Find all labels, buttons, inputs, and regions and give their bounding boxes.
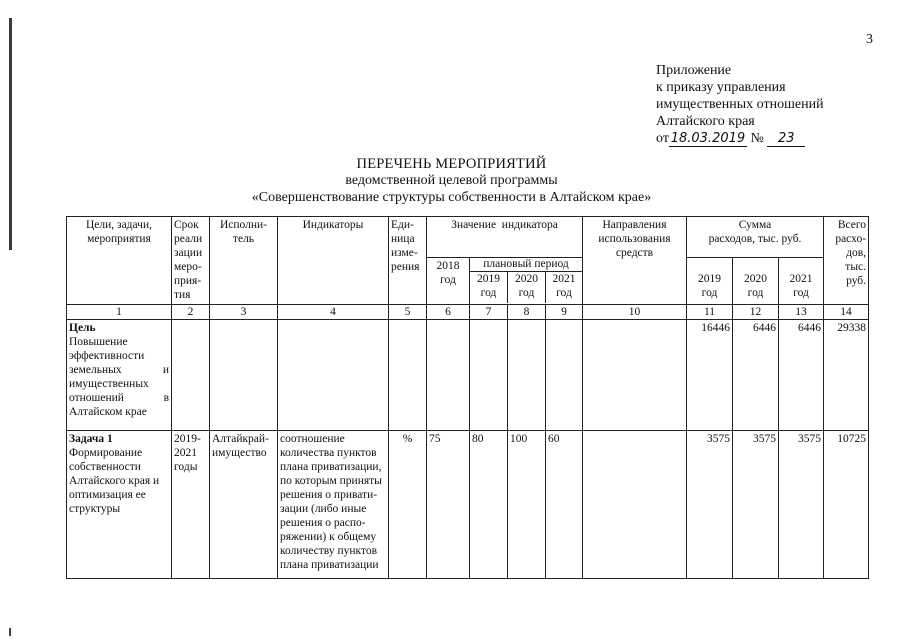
goal-text-line: имущественных	[69, 378, 149, 390]
empty-cell	[583, 320, 687, 431]
column-number: 6	[427, 305, 470, 320]
column-number: 3	[210, 305, 278, 320]
column-number: 11	[687, 305, 733, 320]
sum-2019-header: 2019 год	[687, 258, 733, 305]
col-term-header: Срок реали зации меро- прия- тия	[172, 217, 210, 305]
scan-edge-tick	[9, 628, 11, 636]
document-title: ПЕРЕЧЕНЬ МЕРОПРИЯТИЙ	[356, 156, 547, 172]
appendix-line-1: Приложение	[656, 63, 732, 78]
task-row	[67, 431, 869, 579]
goal-word: отношений	[69, 392, 124, 404]
task-term: 2019- 2021 годы	[172, 431, 210, 579]
goal-sum-2021: 6446	[779, 320, 824, 431]
appendix-block	[656, 62, 824, 147]
column-number: 14	[824, 305, 869, 320]
empty-cell	[278, 320, 389, 431]
sum-2020-header: 2020 год	[733, 258, 779, 305]
empty-cell	[172, 320, 210, 431]
task-value-2019: 80	[470, 431, 508, 579]
goal-word: в	[163, 392, 169, 404]
sum-header: Сумма расходов, тыс. руб.	[687, 217, 824, 258]
col-goals-header: Цели, задачи, мероприятия	[67, 217, 172, 305]
task-directions	[583, 431, 687, 579]
goal-row	[67, 320, 869, 431]
handwritten-number: 23	[767, 132, 805, 147]
task-sum-2021: 3575	[779, 431, 824, 579]
activities-table	[66, 216, 869, 579]
task-value-2021: 60	[546, 431, 583, 579]
task-indicator: соотношение количества пунктов плана приватизации, по которым приняты решения о привати- зации (либо иные решения о распо- ряжении) к общему количеству пунктов плана приватизации	[278, 431, 389, 579]
column-numbers-row	[67, 305, 869, 320]
col-total-header: Всего расхо- дов, тыс. руб.	[824, 217, 869, 305]
goal-label: Цель	[69, 322, 96, 334]
column-number: 2	[172, 305, 210, 320]
task-unit: %	[389, 431, 427, 579]
column-number: 7	[470, 305, 508, 320]
column-number: 12	[733, 305, 779, 320]
task-text: Формирование собственности Алтайского края и оптимизация ее структуры	[69, 447, 160, 515]
empty-cell	[210, 320, 278, 431]
goal-sum-2020: 6446	[733, 320, 779, 431]
program-name: «Совершенствование структуры собственности в Алтайском крае»	[251, 190, 652, 205]
appendix-line-4: Алтайского края	[656, 114, 755, 129]
goal-text: Повышение эффективности	[69, 336, 145, 362]
indicator-value-header: Значение индикатора	[427, 217, 583, 258]
appendix-line-3: имущественных отношений	[656, 97, 824, 112]
header-row-1	[67, 217, 869, 258]
empty-cell	[427, 320, 470, 431]
column-number: 10	[583, 305, 687, 320]
page-number: 3	[866, 32, 873, 47]
appendix-line-2: к приказу управления	[656, 80, 786, 95]
goal-word: и	[162, 364, 169, 376]
goal-word: земельных	[69, 364, 122, 376]
column-number: 5	[389, 305, 427, 320]
goal-text-line	[69, 391, 169, 405]
goal-text-line	[69, 363, 169, 377]
empty-cell	[470, 320, 508, 431]
goal-text-end: Алтайском крае	[69, 406, 147, 418]
handwritten-date: 18.03.2019	[670, 131, 746, 146]
planned-period-cell	[470, 258, 583, 305]
document-subtitle: ведомственной целевой программы	[345, 173, 558, 188]
year-2018-header: 2018 год	[427, 258, 470, 305]
task-value-2020: 100	[508, 431, 546, 579]
task-executor: Алтайкрай- имущество	[210, 431, 278, 579]
col-executor-header: Исполни- тель	[210, 217, 278, 305]
column-number: 9	[546, 305, 583, 320]
col-unit-header: Еди- ница изме- рения	[389, 217, 427, 305]
scan-edge-mark	[9, 18, 12, 250]
date-prefix: от	[656, 131, 669, 146]
task-value-2018: 75	[427, 431, 470, 579]
planned-period-header: плановый период	[470, 258, 582, 272]
col-indicators-header: Индикаторы	[278, 217, 389, 305]
year-2021-header: 2021 год	[552, 273, 576, 299]
column-number: 4	[278, 305, 389, 320]
number-prefix: №	[750, 131, 764, 146]
year-2020-header: 2020 год	[508, 272, 546, 303]
planned-years	[470, 272, 582, 303]
task-sum-2020: 3575	[733, 431, 779, 579]
sum-2021-header: 2021 год	[779, 258, 824, 305]
task-total: 10725	[824, 431, 869, 579]
task-label: Задача 1	[69, 433, 113, 445]
goal-sum-2019: 16446	[687, 320, 733, 431]
empty-cell	[389, 320, 427, 431]
column-number: 13	[779, 305, 824, 320]
col-directions-header: Направления использования средств	[583, 217, 687, 305]
goal-total: 29338	[824, 320, 869, 431]
empty-cell	[546, 320, 583, 431]
task-sum-2019: 3575	[687, 431, 733, 579]
empty-cell	[508, 320, 546, 431]
year-2019-header: 2019 год	[470, 272, 508, 303]
appendix-date-line	[656, 130, 824, 147]
goal-cell	[67, 320, 172, 431]
column-number: 1	[67, 305, 172, 320]
column-number: 8	[508, 305, 546, 320]
task-cell	[67, 431, 172, 579]
